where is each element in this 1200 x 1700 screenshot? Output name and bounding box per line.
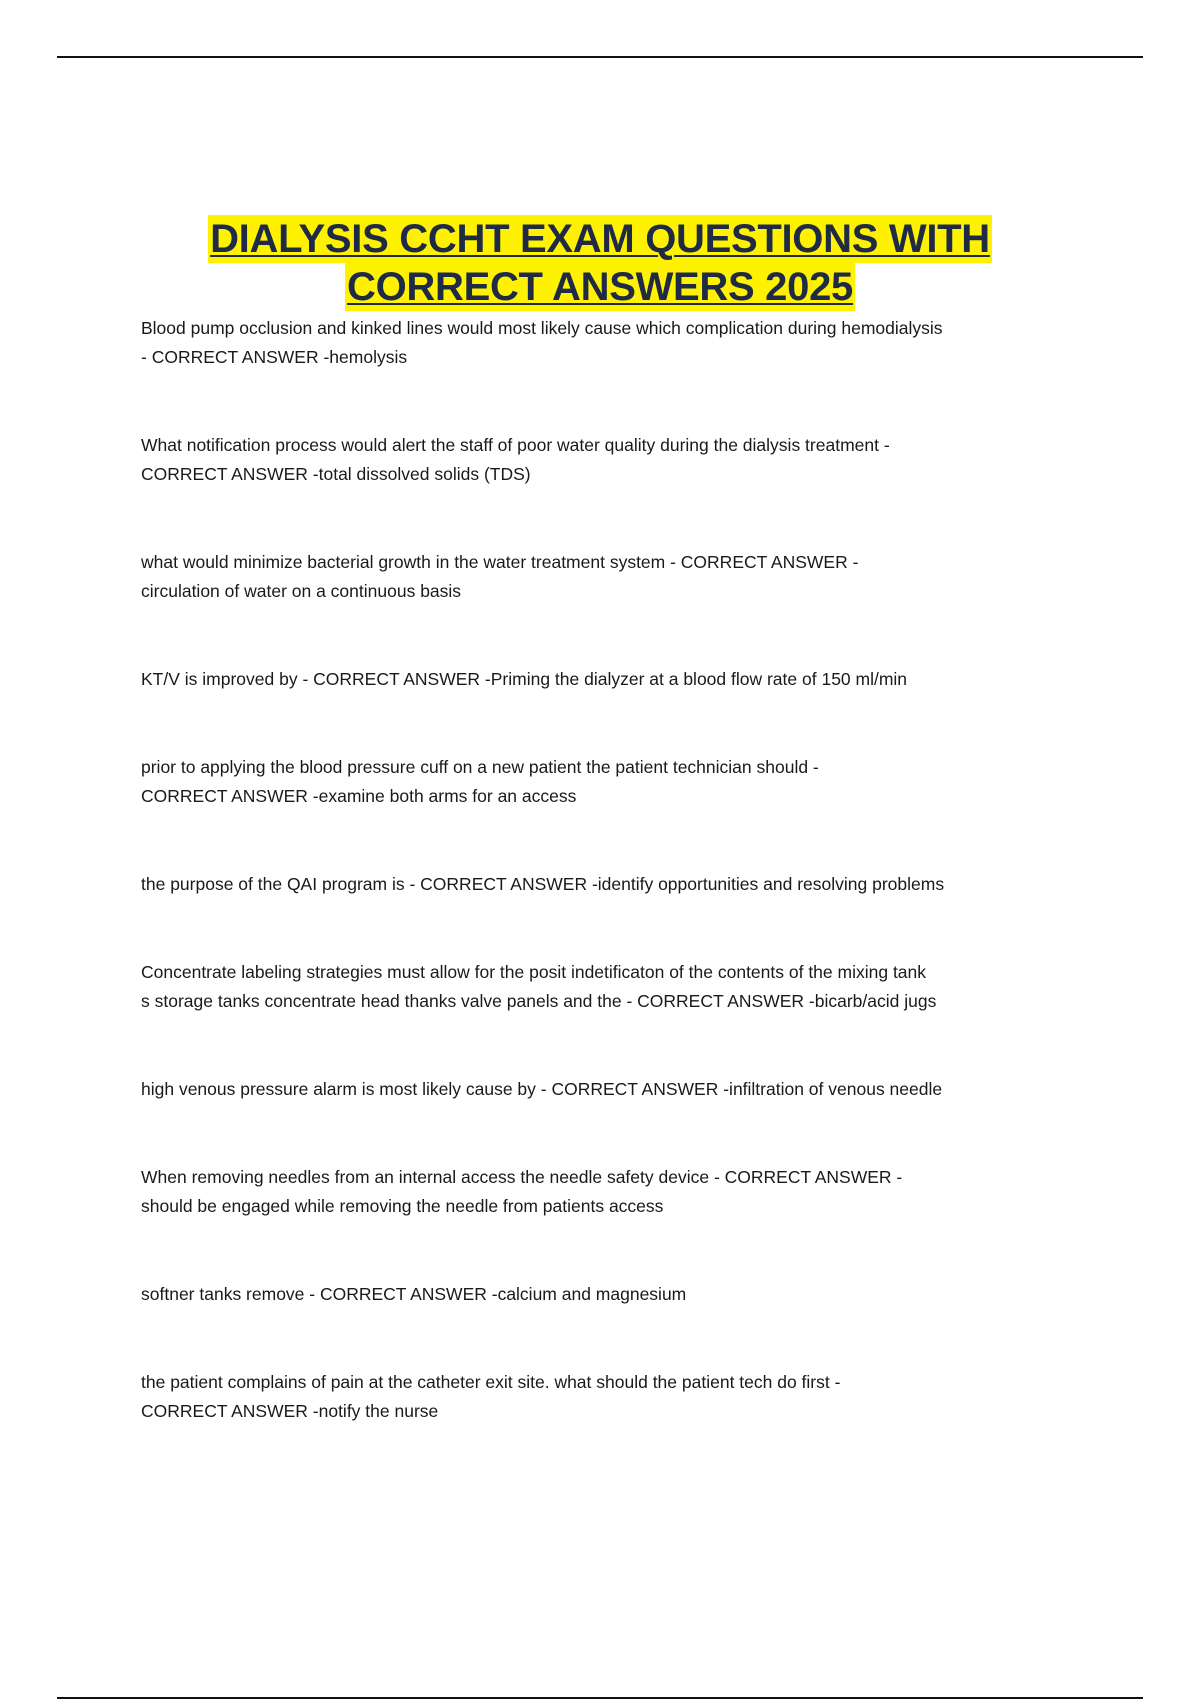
qa-item: Blood pump occlusion and kinked lines would most likely cause which complication during hemodialysis - CORRECT ANSWER -hemolysis [141,318,943,367]
qa-item: prior to applying the blood pressure cuff on a new patient the patient technician should - CORRECT ANSWER -examine both arms for an access [141,757,819,806]
qa-item: What notification process would alert the staff of poor water quality during the dialysis treatment - CORRECT ANSWER -total dissolved solids (TDS) [141,435,890,484]
qa-item: KT/V is improved by - CORRECT ANSWER -Priming the dialyzer at a blood flow rate of 150 ml/min [141,669,908,689]
qa-item: what would minimize bacterial growth in the water treatment system - CORRECT ANSWER - circulation of water on a continuous basis [141,552,859,601]
top-rule [57,56,1143,58]
title-line-1: DIALYSIS CCHT EXAM QUESTIONS WITH [210,217,990,261]
title-line-2: CORRECT ANSWERS 2025 [347,265,853,309]
qa-item: the patient complains of pain at the catheter exit site. what should the patient tech do first - CORRECT ANSWER -notify the nurse [141,1372,841,1421]
qa-item: the purpose of the QAI program is - CORRECT ANSWER -identify opportunities and resolving problems [141,874,945,894]
bottom-rule [57,1697,1143,1699]
qa-list [141,314,1081,1485]
qa-item: high venous pressure alarm is most likely cause by - CORRECT ANSWER -infiltration of venous needle [141,1079,943,1099]
document-title [0,215,1200,311]
qa-item: softner tanks remove - CORRECT ANSWER -calcium and magnesium [141,1284,687,1304]
qa-item: Concentrate labeling strategies must allow for the posit indetificaton of the contents of the mixing tank s storage tanks concentrate head thanks valve panels and the - CORRECT ANSWER -bicarb/acid jugs [141,962,937,1011]
qa-item: When removing needles from an internal access the needle safety device - CORRECT ANSWER - should be engaged while removing the needle from patients access [141,1167,903,1216]
